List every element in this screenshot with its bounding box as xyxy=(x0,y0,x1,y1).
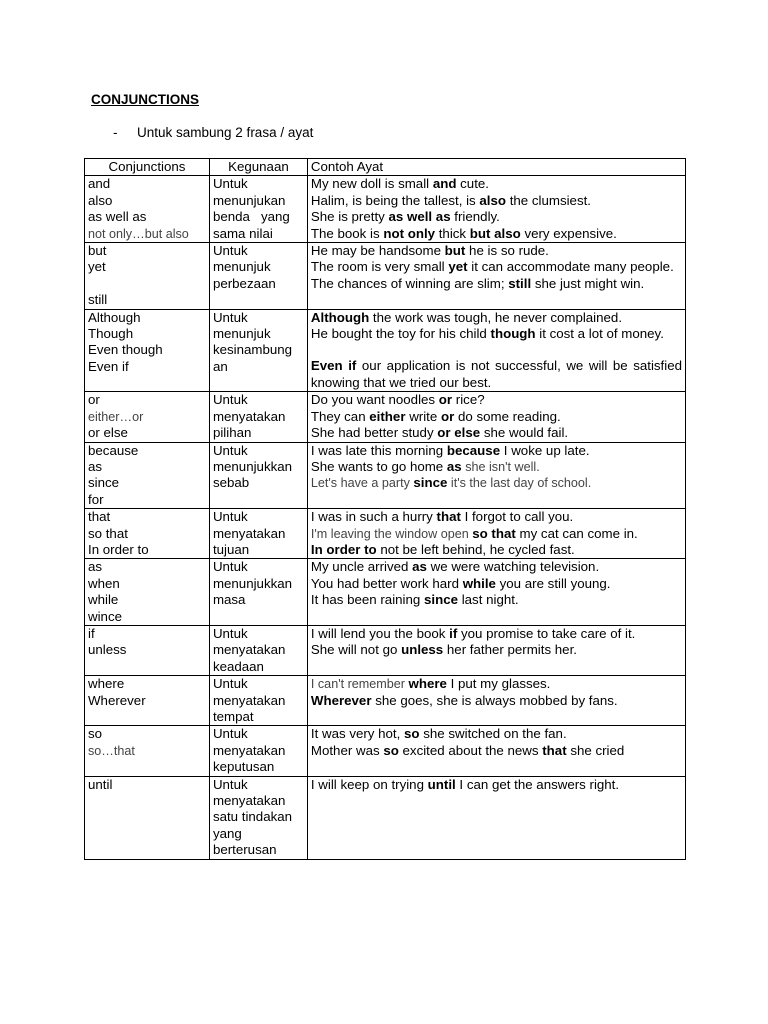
sentence-fragment: The chances of winning are slim; xyxy=(310,275,509,291)
conjunction-highlight: if xyxy=(449,625,458,641)
table-row xyxy=(85,625,686,675)
example-sentence xyxy=(311,576,682,592)
sentence-fragment: Let's have a party xyxy=(310,476,414,491)
conjunction-highlight: still xyxy=(508,275,532,291)
sentence-fragment: her father permits her. xyxy=(443,642,577,658)
usage-text: Untuk xyxy=(212,625,248,641)
table-row xyxy=(85,559,686,626)
conjunction-word: Wherever xyxy=(88,692,146,708)
usage-text: Untuk xyxy=(212,509,248,525)
conjunction-highlight: not only xyxy=(383,225,436,241)
conjunction-cell xyxy=(85,176,210,243)
conjunction-word: In order to xyxy=(88,541,149,557)
table-row xyxy=(85,776,686,859)
conjunction-word: when xyxy=(88,575,120,591)
table-row xyxy=(85,726,686,776)
conjunction-word: but xyxy=(88,243,107,259)
usage-text: menyatakan xyxy=(212,525,286,541)
conjunction-word: either…or xyxy=(88,409,144,424)
sentence-fragment: my cat can come in. xyxy=(515,525,638,541)
example-sentence xyxy=(311,642,682,658)
example-sentence xyxy=(311,259,682,275)
example-sentence xyxy=(311,193,682,209)
conjunction-word: yet xyxy=(88,259,106,275)
usage-text: Untuk xyxy=(212,176,248,192)
conjunction-word: as xyxy=(88,559,103,575)
sentence-fragment: I put my glasses. xyxy=(446,676,551,692)
conjunction-word: Even though xyxy=(88,342,163,358)
conjunction-highlight: that xyxy=(542,742,567,758)
conjunction-word: so xyxy=(88,726,103,742)
conjunction-highlight: or else xyxy=(437,425,481,441)
sentence-fragment: she just might win. xyxy=(531,275,645,291)
example-sentence xyxy=(311,226,682,242)
conjunction-word: Though xyxy=(88,326,134,342)
usage-text: menunjukkan xyxy=(212,575,293,591)
sentence-fragment: She is pretty xyxy=(310,209,389,225)
conjunction-highlight: but also xyxy=(469,225,521,241)
usage-text: menyatakan xyxy=(212,642,286,658)
sentence-fragment: it's the last day of school. xyxy=(447,476,592,491)
conjunction-highlight: where xyxy=(408,676,447,692)
usage-text: menyatakan xyxy=(212,742,286,758)
usage-text: satu tindakan xyxy=(212,809,293,825)
usage-cell xyxy=(209,676,307,726)
example-sentence xyxy=(311,392,682,408)
sentence-fragment: she switched on the fan. xyxy=(419,726,567,742)
example-sentence xyxy=(311,409,682,425)
conjunction-cell xyxy=(85,243,210,310)
conjunction-word: if xyxy=(88,625,95,641)
header-kegunaan: Kegunaan xyxy=(209,159,307,176)
sentence-fragment: thick xyxy=(435,225,470,241)
sentence-fragment: rice? xyxy=(452,392,485,408)
example-sentence xyxy=(311,276,682,292)
sentence-fragment: I will lend you the book xyxy=(310,625,450,641)
sentence-fragment: the work was tough, he never complained. xyxy=(369,309,623,325)
header-contoh-ayat: Contoh Ayat xyxy=(307,159,685,176)
usage-text: menunjukan xyxy=(212,192,286,208)
usage-text: menyatakan xyxy=(212,408,286,424)
usage-text: Untuk xyxy=(212,776,248,792)
conjunction-highlight: since xyxy=(424,592,459,608)
example-sentence xyxy=(311,475,682,491)
usage-text: keadaan xyxy=(212,658,264,674)
sentence-fragment: My new doll is small xyxy=(310,176,433,192)
example-sentence xyxy=(311,743,682,759)
usage-cell xyxy=(209,559,307,626)
sentence-fragment: she isn't well. xyxy=(461,459,540,474)
sentence-fragment: I was late this morning xyxy=(310,442,447,458)
conjunction-highlight: and xyxy=(432,176,457,192)
usage-text: Untuk xyxy=(212,442,248,458)
sentence-fragment: we were watching television. xyxy=(426,559,600,575)
sentence-fragment: It was very hot, xyxy=(310,726,405,742)
sentence-fragment: It has been raining xyxy=(310,592,424,608)
conjunction-highlight: so xyxy=(383,742,399,758)
usage-text: tujuan xyxy=(212,541,250,557)
conjunction-highlight: that xyxy=(436,509,461,525)
sentence-fragment: not be left behind, he cycled fast. xyxy=(376,541,575,557)
conjunction-highlight: Although xyxy=(310,309,370,325)
table-row xyxy=(85,676,686,726)
example-sentence xyxy=(311,726,682,742)
usage-text: yang xyxy=(212,825,242,841)
sentence-fragment: cute. xyxy=(456,176,489,192)
table-row xyxy=(85,392,686,442)
conjunction-highlight: since xyxy=(413,475,448,491)
conjunction-highlight: as xyxy=(412,559,427,575)
conjunction-word: still xyxy=(88,292,108,308)
subtitle-dash: - xyxy=(113,125,118,140)
usage-text: an xyxy=(212,358,228,374)
usage-text: pilihan xyxy=(212,425,252,441)
conjunction-word: or xyxy=(88,392,100,408)
example-cell xyxy=(307,176,685,243)
sentence-fragment: She wants to go home xyxy=(310,458,447,474)
example-sentence xyxy=(311,310,682,326)
usage-text: menyatakan xyxy=(212,793,286,809)
example-sentence xyxy=(311,243,682,259)
conjunction-highlight: until xyxy=(427,776,456,792)
sentence-fragment: do some reading. xyxy=(454,408,561,424)
table-row xyxy=(85,176,686,243)
usage-text: menyatakan xyxy=(212,692,286,708)
usage-text: kesinambung xyxy=(212,342,293,358)
sentence-fragment: she cried xyxy=(566,742,625,758)
conjunction-word xyxy=(88,276,206,292)
table-row xyxy=(85,509,686,559)
conjunction-highlight: Even if xyxy=(310,358,357,374)
usage-text: Untuk xyxy=(212,559,248,575)
example-cell xyxy=(307,776,685,859)
conjunction-highlight: as well as xyxy=(388,209,451,225)
example-sentence xyxy=(311,693,682,709)
example-sentence xyxy=(311,425,682,441)
table-row xyxy=(85,243,686,310)
sentence-fragment: I woke up late. xyxy=(500,442,590,458)
sentence-fragment: I forgot to call you. xyxy=(460,509,574,525)
sentence-fragment: I was in such a hurry xyxy=(310,509,437,525)
usage-cell xyxy=(209,442,307,509)
usage-text: keputusan xyxy=(212,759,275,775)
sentence-fragment: I can get the answers right. xyxy=(455,776,620,792)
usage-text: berterusan xyxy=(212,842,277,858)
conjunction-word: as well as xyxy=(88,209,147,225)
sentence-fragment: our application is not successful, we will be satisfied knowing that we tried our best. xyxy=(310,358,686,390)
conjunction-highlight: though xyxy=(490,326,536,342)
conjunction-word: also xyxy=(88,192,113,208)
conjunction-highlight: but xyxy=(444,243,466,259)
conjunction-word: unless xyxy=(88,642,127,658)
usage-cell xyxy=(209,776,307,859)
example-sentence xyxy=(311,542,682,558)
conjunction-word: until xyxy=(88,776,113,792)
usage-text: tempat xyxy=(212,709,254,724)
example-cell xyxy=(307,243,685,310)
conjunction-word: wince xyxy=(88,608,122,624)
conjunction-highlight: so xyxy=(404,726,420,742)
conjunction-word: not only…but also xyxy=(88,226,189,241)
example-cell xyxy=(307,726,685,776)
sentence-fragment: He may be handsome xyxy=(310,243,445,259)
conjunction-word: for xyxy=(88,491,104,507)
sentence-fragment: Mother was xyxy=(310,742,384,758)
example-sentence xyxy=(310,358,686,391)
usage-text: Untuk xyxy=(212,676,248,692)
table-header-row xyxy=(85,159,686,176)
conjunction-highlight: while xyxy=(462,575,496,591)
usage-cell xyxy=(209,392,307,442)
conjunction-word: while xyxy=(88,592,119,608)
spacer xyxy=(311,342,682,358)
table-row xyxy=(85,309,686,392)
example-sentence xyxy=(311,209,682,225)
sentence-fragment: He bought the toy for his child xyxy=(310,326,491,342)
usage-text: Untuk xyxy=(212,392,248,408)
conjunction-word: Even if xyxy=(88,358,129,374)
conjunction-word: because xyxy=(88,442,139,458)
conjunction-cell xyxy=(85,625,210,675)
usage-cell xyxy=(209,243,307,310)
subtitle-text: Untuk sambung 2 frasa / ayat xyxy=(137,125,314,140)
conjunction-cell xyxy=(85,676,210,726)
example-sentence xyxy=(311,676,682,692)
conjunction-highlight: or xyxy=(440,408,455,424)
conjunction-highlight: so that xyxy=(472,525,516,541)
sentence-fragment: excited about the news xyxy=(398,742,543,758)
usage-text: benda yang xyxy=(212,209,290,225)
sentence-fragment: Do you want noodles xyxy=(310,392,439,408)
usage-cell xyxy=(209,625,307,675)
sentence-fragment: They can xyxy=(310,408,370,424)
conjunction-highlight: or xyxy=(438,392,453,408)
example-cell xyxy=(307,392,685,442)
example-cell xyxy=(307,676,685,726)
conjunction-word: so that xyxy=(88,525,128,541)
usage-text: menunjukkan xyxy=(212,458,293,474)
example-sentence xyxy=(311,176,682,192)
conjunction-word: since xyxy=(88,475,120,491)
example-cell xyxy=(307,442,685,509)
conjunction-cell xyxy=(85,509,210,559)
table-row xyxy=(85,442,686,509)
conjunction-highlight: In order to xyxy=(310,541,377,557)
sentence-fragment: friendly. xyxy=(450,209,500,225)
conjunction-highlight: because xyxy=(446,442,501,458)
usage-cell xyxy=(209,509,307,559)
example-sentence xyxy=(311,526,682,542)
usage-text: masa xyxy=(212,592,246,608)
usage-cell xyxy=(209,176,307,243)
sentence-fragment: The room is very small xyxy=(310,259,449,275)
usage-text: sebab xyxy=(212,475,250,491)
sentence-fragment: he is so rude. xyxy=(465,243,549,259)
usage-text: menunjuk xyxy=(212,326,271,342)
sentence-fragment: You had better work hard xyxy=(310,575,463,591)
sentence-fragment: I'm leaving the window open xyxy=(310,526,473,541)
example-sentence xyxy=(311,509,682,525)
sentence-fragment: My uncle arrived xyxy=(310,559,413,575)
sentence-fragment: it cost a lot of money. xyxy=(535,326,664,342)
conjunction-highlight: yet xyxy=(448,259,468,275)
subtitle xyxy=(113,125,313,140)
conjunction-cell xyxy=(85,776,210,859)
sentence-fragment: very expensive. xyxy=(520,225,617,241)
sentence-fragment: you are still young. xyxy=(495,575,611,591)
conjunction-cell xyxy=(85,309,210,392)
usage-text: Untuk xyxy=(212,309,248,325)
example-sentence xyxy=(311,592,682,608)
usage-cell xyxy=(209,726,307,776)
header-conjunctions: Conjunctions xyxy=(85,159,210,176)
example-sentence xyxy=(311,559,682,575)
conjunction-word: or else xyxy=(88,425,128,441)
sentence-fragment: she goes, she is always mobbed by fans. xyxy=(371,692,618,708)
example-sentence xyxy=(311,459,682,475)
usage-text: perbezaan xyxy=(212,275,276,291)
conjunction-word: as xyxy=(88,458,103,474)
conjunction-word: that xyxy=(88,509,111,525)
conjunctions-table xyxy=(84,158,686,860)
sentence-fragment: it can accommodate many people. xyxy=(467,259,674,275)
conjunction-cell xyxy=(85,392,210,442)
example-cell xyxy=(307,309,685,392)
usage-text: Untuk xyxy=(212,726,248,742)
sentence-fragment: write xyxy=(405,408,441,424)
sentence-fragment: she would fail. xyxy=(480,425,569,441)
table-body xyxy=(85,176,686,859)
sentence-fragment: I will keep on trying xyxy=(310,776,428,792)
conjunction-cell xyxy=(85,726,210,776)
usage-text: menunjuk xyxy=(212,259,271,275)
example-cell xyxy=(307,559,685,626)
sentence-fragment: you promise to take care of it. xyxy=(457,625,636,641)
example-sentence xyxy=(311,326,682,342)
sentence-fragment: I can't remember xyxy=(310,677,409,692)
sentence-fragment: Halim, is being the tallest, is xyxy=(310,192,480,208)
conjunction-highlight: either xyxy=(369,408,406,424)
sentence-fragment: The book is xyxy=(310,225,384,241)
usage-cell xyxy=(209,309,307,392)
example-sentence xyxy=(311,443,682,459)
conjunction-word: so…that xyxy=(88,743,135,758)
conjunction-highlight: also xyxy=(479,192,506,208)
sentence-fragment: last night. xyxy=(458,592,519,608)
conjunction-highlight: Wherever xyxy=(310,692,372,708)
conjunction-highlight: as xyxy=(446,458,462,474)
conjunction-word: and xyxy=(88,176,111,192)
page-heading: CONJUNCTIONS xyxy=(91,92,200,107)
sentence-fragment: the clumsiest. xyxy=(506,192,591,208)
usage-text: sama nilai xyxy=(212,225,273,241)
example-cell xyxy=(307,509,685,559)
conjunction-word: where xyxy=(88,676,125,692)
conjunction-cell xyxy=(85,442,210,509)
usage-text: Untuk xyxy=(212,243,248,259)
conjunction-highlight: unless xyxy=(401,642,444,658)
conjunction-word: Although xyxy=(88,309,141,325)
example-sentence xyxy=(311,626,682,642)
sentence-fragment: She had better study xyxy=(310,425,438,441)
example-sentence xyxy=(311,777,682,793)
sentence-fragment: She will not go xyxy=(310,642,402,658)
example-cell xyxy=(307,625,685,675)
conjunction-cell xyxy=(85,559,210,626)
